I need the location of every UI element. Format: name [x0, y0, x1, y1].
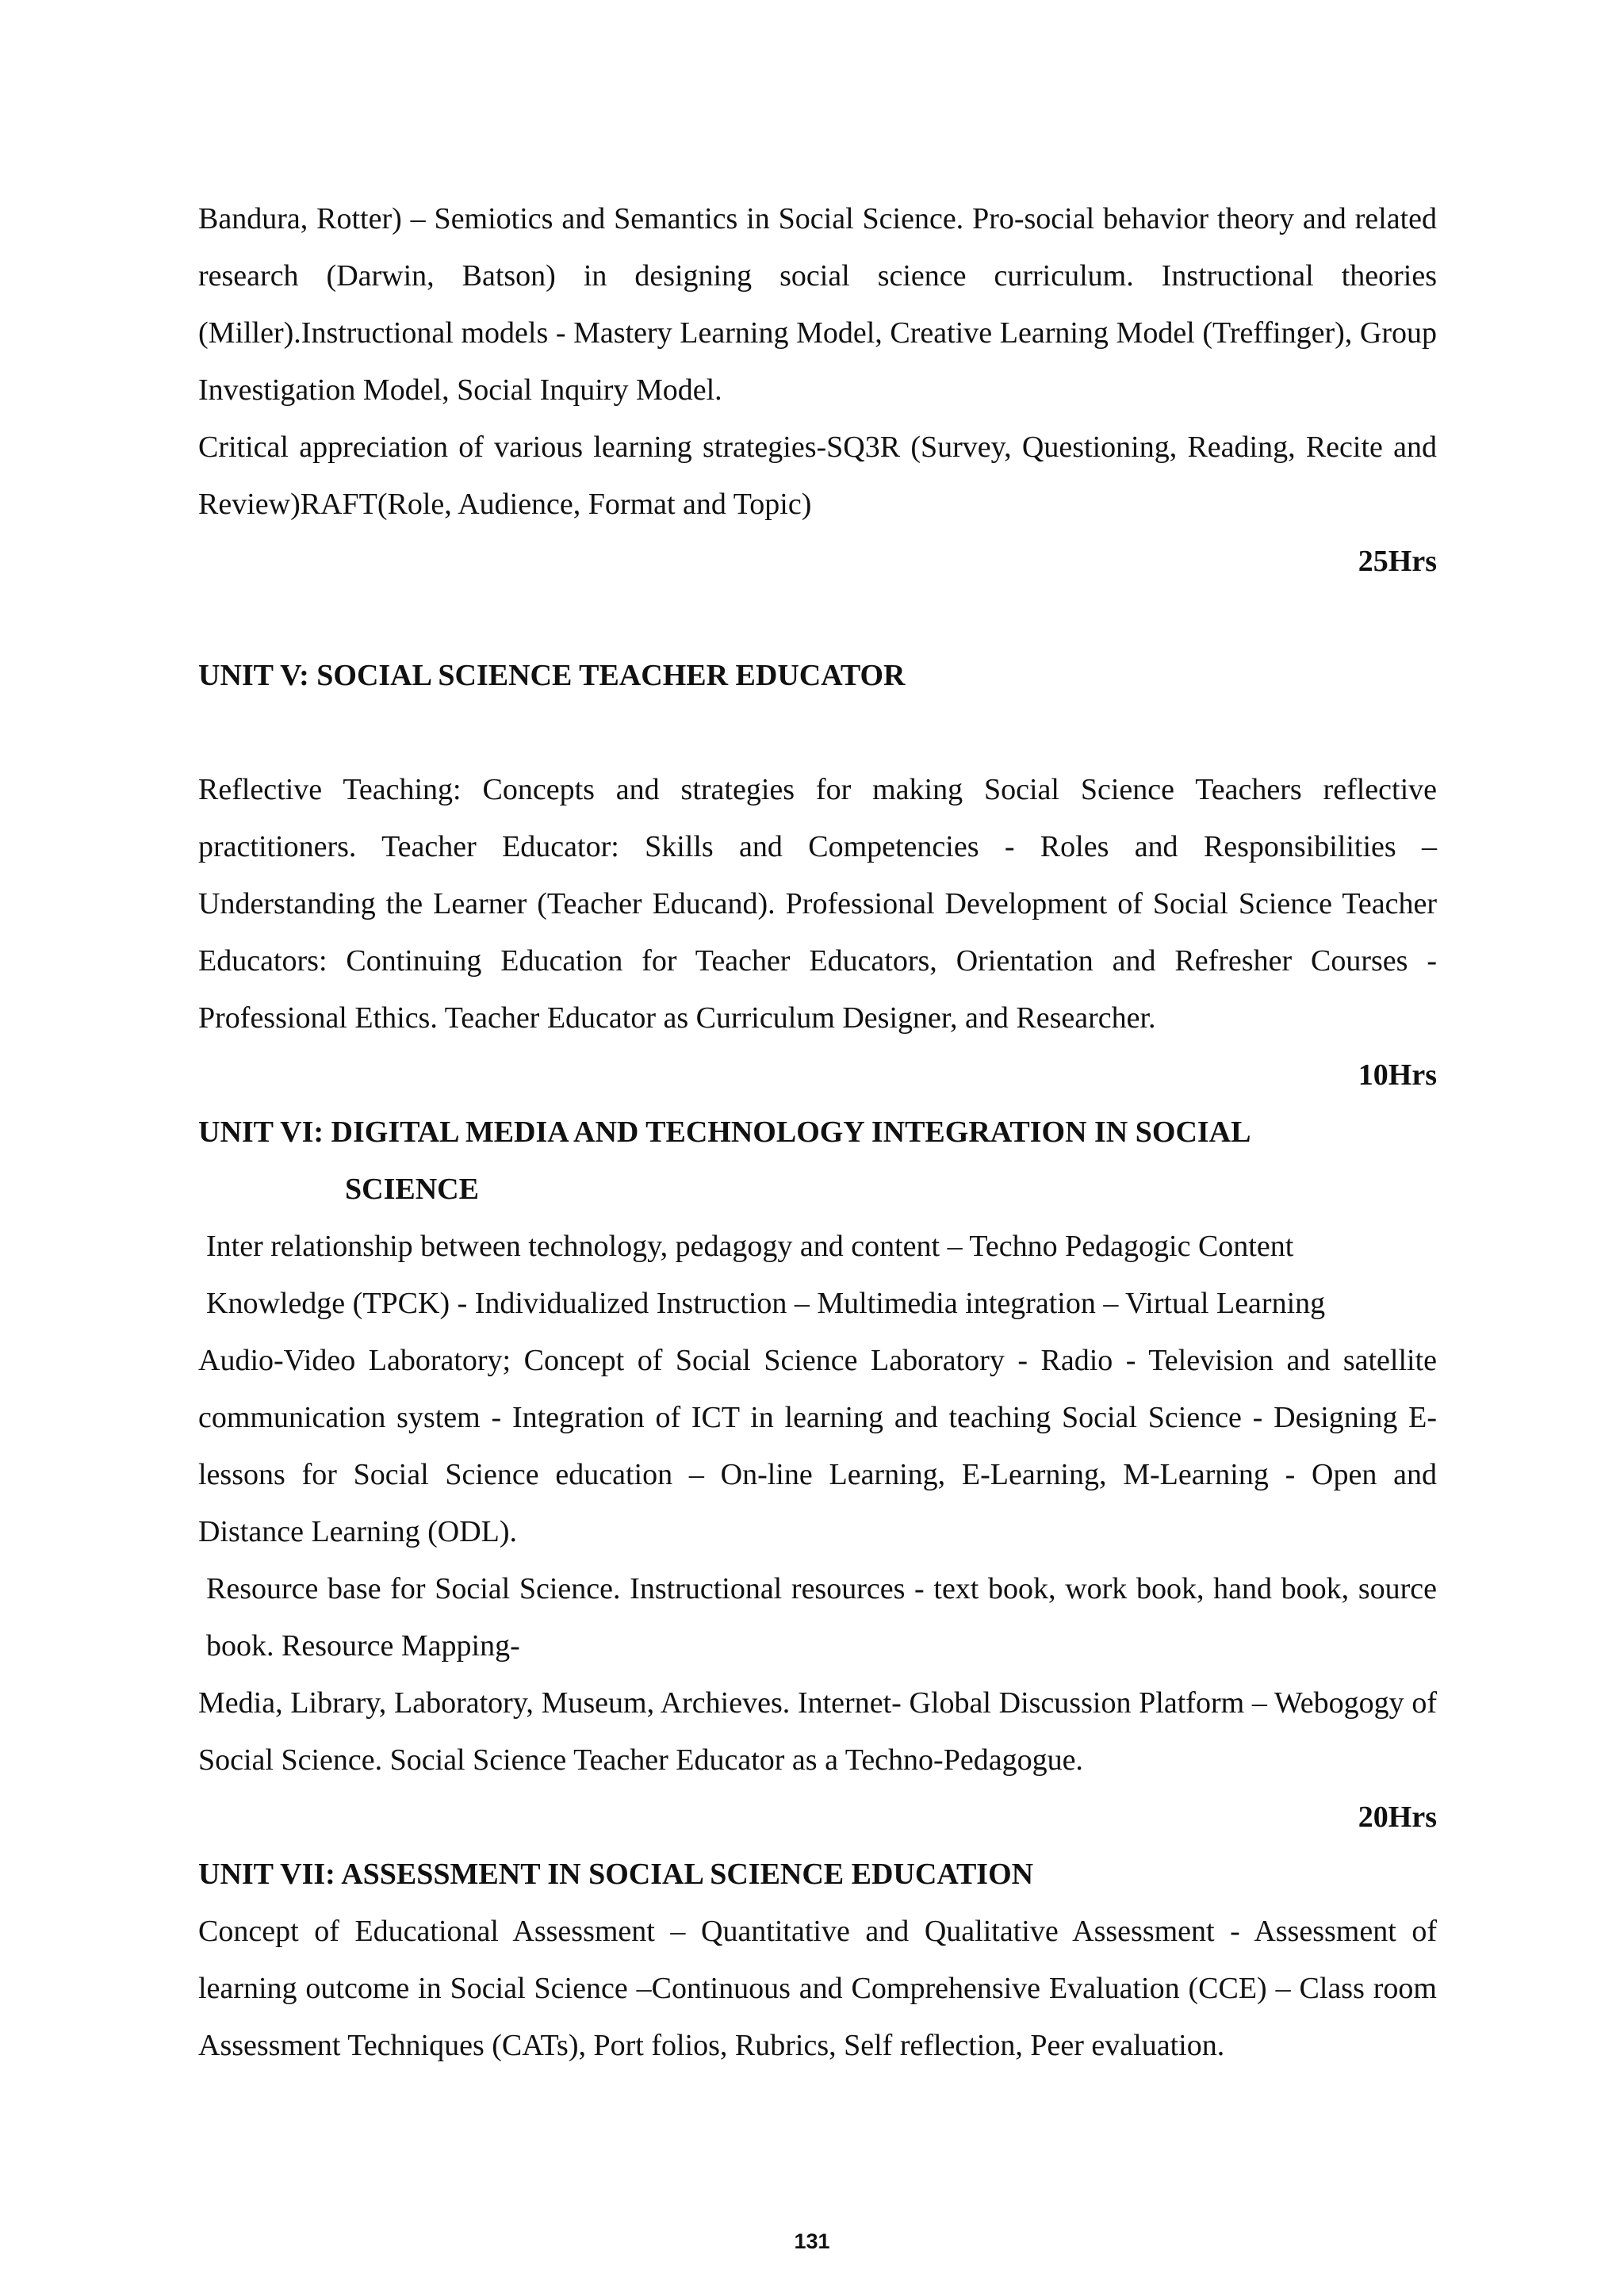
unit6-heading [198, 1104, 1437, 1218]
unit5-body: Reflective Teaching: Concepts and strategies for making Social Science Teachers reflective practitioners. Teacher Educator: Skills and Competencies - Roles and Responsibilities – Understanding the Learner (Teacher Educand). Professional Development of Social Science Teacher Educators: Continuing Education for Teacher Educators, Orientation and Refresher Courses - Professional Ethics. Teacher Educator as Curriculum Designer, and Researcher. [198, 773, 1437, 1035]
page-number: 131 [794, 2229, 830, 2253]
continuation-paragraph-2: Critical appreciation of various learning strategies-SQ3R (Survey, Questioning, Reading, Recite and Review)RAFT(Role, Audience, Format and Topic) [198, 430, 1437, 521]
unit6-line2: Knowledge (TPCK) - Individualized Instruction – Multimedia integration – Virtual Learning [206, 1287, 1326, 1320]
unit6-resource-paragraph: Resource base for Social Science. Instructional resources - text book, work book, hand book, source book. Resource Mapping- [206, 1572, 1437, 1663]
unit6-heading-line1: UNIT VI: DIGITAL MEDIA AND TECHNOLOGY INTEGRATION IN SOCIAL [198, 1115, 1251, 1149]
unit6-media-paragraph: Media, Library, Laboratory, Museum, Archieves. Internet- Global Discussion Platform – Webogogy of Social Science. Social Science Teacher Educator as a Techno-Pedagogue. [198, 1686, 1437, 1777]
hours-label-10: 10Hrs [1358, 1058, 1437, 1092]
continuation-paragraph-1: Bandura, Rotter) – Semiotics and Semantics in Social Science. Pro-social behavior theory and related research (Darwin, Batson) in designing social science curriculum. Instructional theories (Miller).Instructional models - Mastery Learning Model, Creative Learning Model (Treffinger), Group Investigation Model, Social Inquiry Model. [198, 202, 1437, 407]
unit7-heading: UNIT VII: ASSESSMENT IN SOCIAL SCIENCE EDUCATION [198, 1858, 1034, 1891]
spacer [198, 704, 1437, 761]
unit6-body: Audio-Video Laboratory; Concept of Social Science Laboratory - Radio - Television and satellite communication system - Integration of ICT in learning and teaching Social Science - Designing E-lessons for Social Science education – On-line Learning, E-Learning, M-Learning - Open and Distance Learning (ODL). [198, 1344, 1437, 1548]
unit6-line1: Inter relationship between technology, pedagogy and content – Techno Pedagogic Content [206, 1230, 1294, 1263]
page-content [198, 190, 1437, 2074]
unit6-heading-line2: SCIENCE [345, 1173, 479, 1206]
unit7-body: Concept of Educational Assessment – Quantitative and Qualitative Assessment - Assessment of learning outcome in Social Science –Continuous and Comprehensive Evaluation (CCE) – Class room Assessment Techniques (CATs), Port folios, Rubrics, Self reflection, Peer evaluation. [198, 1915, 1437, 2062]
hours-label-25: 25Hrs [1358, 545, 1437, 578]
hours-label-20: 20Hrs [1358, 1800, 1437, 1834]
unit5-heading: UNIT V: SOCIAL SCIENCE TEACHER EDUCATOR [198, 659, 906, 692]
spacer [198, 590, 1437, 647]
